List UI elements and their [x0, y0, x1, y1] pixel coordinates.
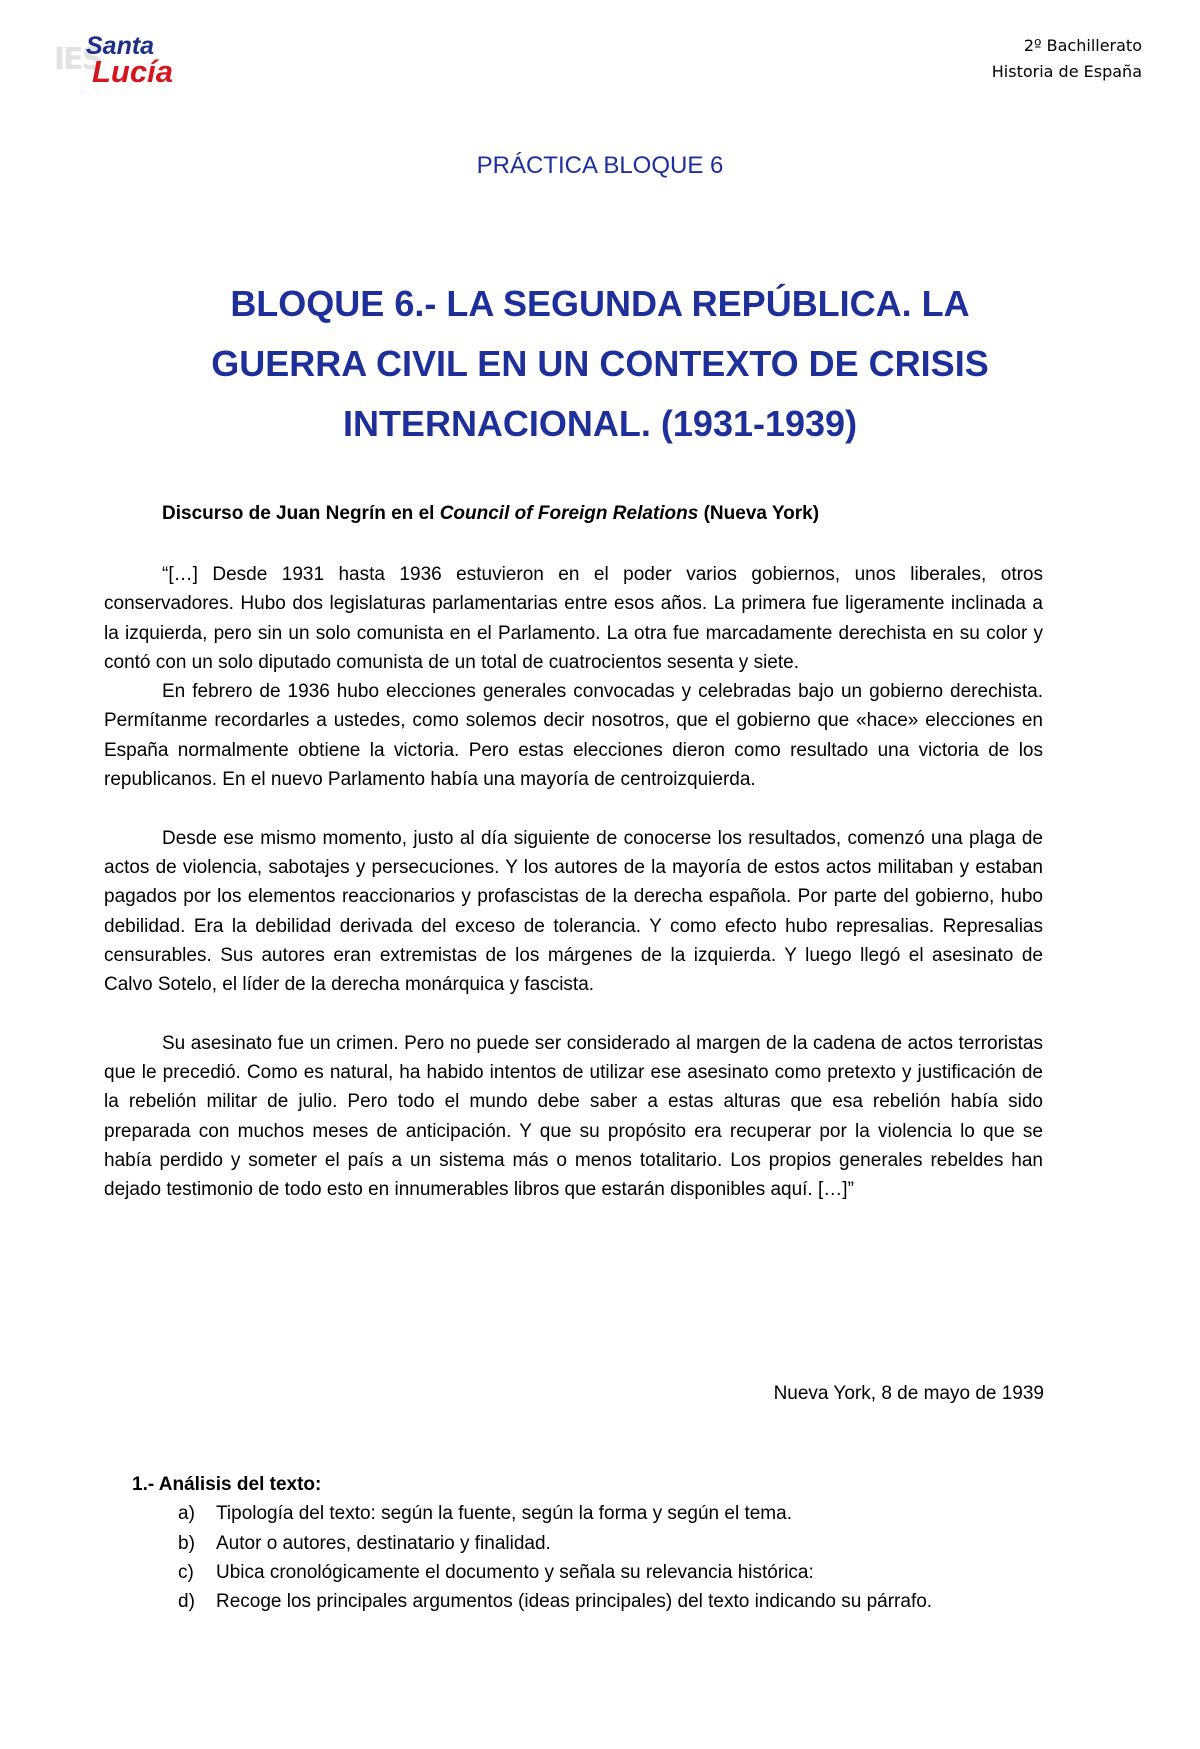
- subject-label: Historia de España: [991, 62, 1142, 81]
- question-marker: d): [178, 1591, 195, 1613]
- school-logo: [52, 32, 182, 92]
- document-subtitle: [162, 503, 819, 525]
- subtitle-text: Discurso de Juan Negrín en el: [162, 503, 440, 524]
- questions-title: 1.- Análisis del texto:: [132, 1474, 322, 1495]
- paragraph: Su asesinato fue un crimen. Pero no puede ser considerado al margen de la cadena de actos terroristas que le precedió. Como es natural, ha habido intentos de utilizar ese asesinato como pretexto y justificación de la rebelión militar de julio. Pero todo el mundo debe saber a estas alturas que esa rebelión había sido preparada con muchos meses de anticipación. Y que su propósito era recuperar por la violencia lo que se había perdido y someter el país a un sistema más o menos totalitario. Los propios generales rebeldes han dejado testimonio de todo esto en innumerables libros que estarán disponibles aquí. […]”: [104, 1032, 1043, 1201]
- practice-heading: PRÁCTICA BLOQUE 6: [476, 152, 724, 179]
- question-text: Autor o autores, destinatario y finalidad.: [216, 1532, 551, 1554]
- block-title-line: GUERRA CIVIL EN UN CONTEXTO DE CRISIS: [211, 343, 989, 384]
- question-text: Recoge los principales argumentos (ideas principales) del texto indicando su párrafo.: [216, 1591, 933, 1613]
- logo-ies-mark: IES: [54, 42, 102, 77]
- question-item: [132, 1499, 932, 1528]
- date-line: Nueva York, 8 de mayo de 1939: [773, 1383, 1044, 1404]
- course-label: 2º Bachillerato: [1023, 36, 1142, 55]
- paragraph: Desde ese mismo momento, justo al día siguiente de conocerse los resultados, comenzó una plaga de actos de violencia, sabotajes y persecuciones. Y los autores de la mayoría de estos actos militaban y estaban pagados por los elementos reaccionarios y profascistas de la derecha española. Por parte del gobierno, hubo debilidad. Era la debilidad derivada del exceso de tolerancia. Y como efecto hubo represalias. Represalias censurables. Sus autores eran extremistas de los márgenes de la izquierda. Y luego llegó el asesinato de Calvo Sotelo, el líder de la derecha monárquica y fascista.: [104, 827, 1043, 996]
- question-text: Tipología del texto: según la fuente, según la forma y según el tema.: [216, 1503, 792, 1525]
- block-title-line: BLOQUE 6.- LA SEGUNDA REPÚBLICA. LA: [230, 283, 970, 324]
- paragraph: “[…] Desde 1931 hasta 1936 estuvieron en el poder varios gobiernos, unos liberales, otros conservadores. Hubo dos legislaturas parlamentarias entre esos años. La primera fue ligeramente inclinada a la izquierda, pero sin un solo comunista en el Parlamento. La otra fue marcadamente derechista en su color y contó con un solo diputado comunista de un total de cuatrocientos sesenta y siete.: [104, 564, 1043, 673]
- block-title-line: INTERNACIONAL. (1931-1939): [342, 403, 858, 444]
- paragraph: En febrero de 1936 hubo elecciones generales convocadas y celebradas bajo un gobierno derechista. Permítanme recordarles a ustedes, como solemos decir nosotros, que el gobierno que «hace» elecciones en España normalmente obtiene la victoria. Pero estas elecciones dieron como resultado una victoria de los republicanos. En el nuevo Parlamento había una mayoría de centroizquierda.: [104, 681, 1043, 791]
- question-item: [132, 1587, 932, 1616]
- speech-text: [104, 560, 1043, 1205]
- block-title: [100, 274, 1100, 454]
- question-item: [132, 1558, 932, 1587]
- question-marker: c): [178, 1561, 194, 1583]
- question-marker: b): [178, 1532, 195, 1554]
- logo-text-lucia: Lucía: [92, 54, 173, 89]
- header-info: [992, 33, 1142, 85]
- question-marker: a): [178, 1503, 195, 1525]
- question-text: Ubica cronológicamente el documento y señala su relevancia histórica:: [216, 1561, 814, 1583]
- subtitle-italic: Council of Foreign Relations: [439, 503, 699, 524]
- questions-list: [132, 1499, 932, 1616]
- questions-section: [132, 1470, 932, 1616]
- logo-text-santa: Santa: [86, 32, 155, 60]
- question-item: [132, 1529, 932, 1558]
- subtitle-text-end: (Nueva York): [698, 503, 820, 524]
